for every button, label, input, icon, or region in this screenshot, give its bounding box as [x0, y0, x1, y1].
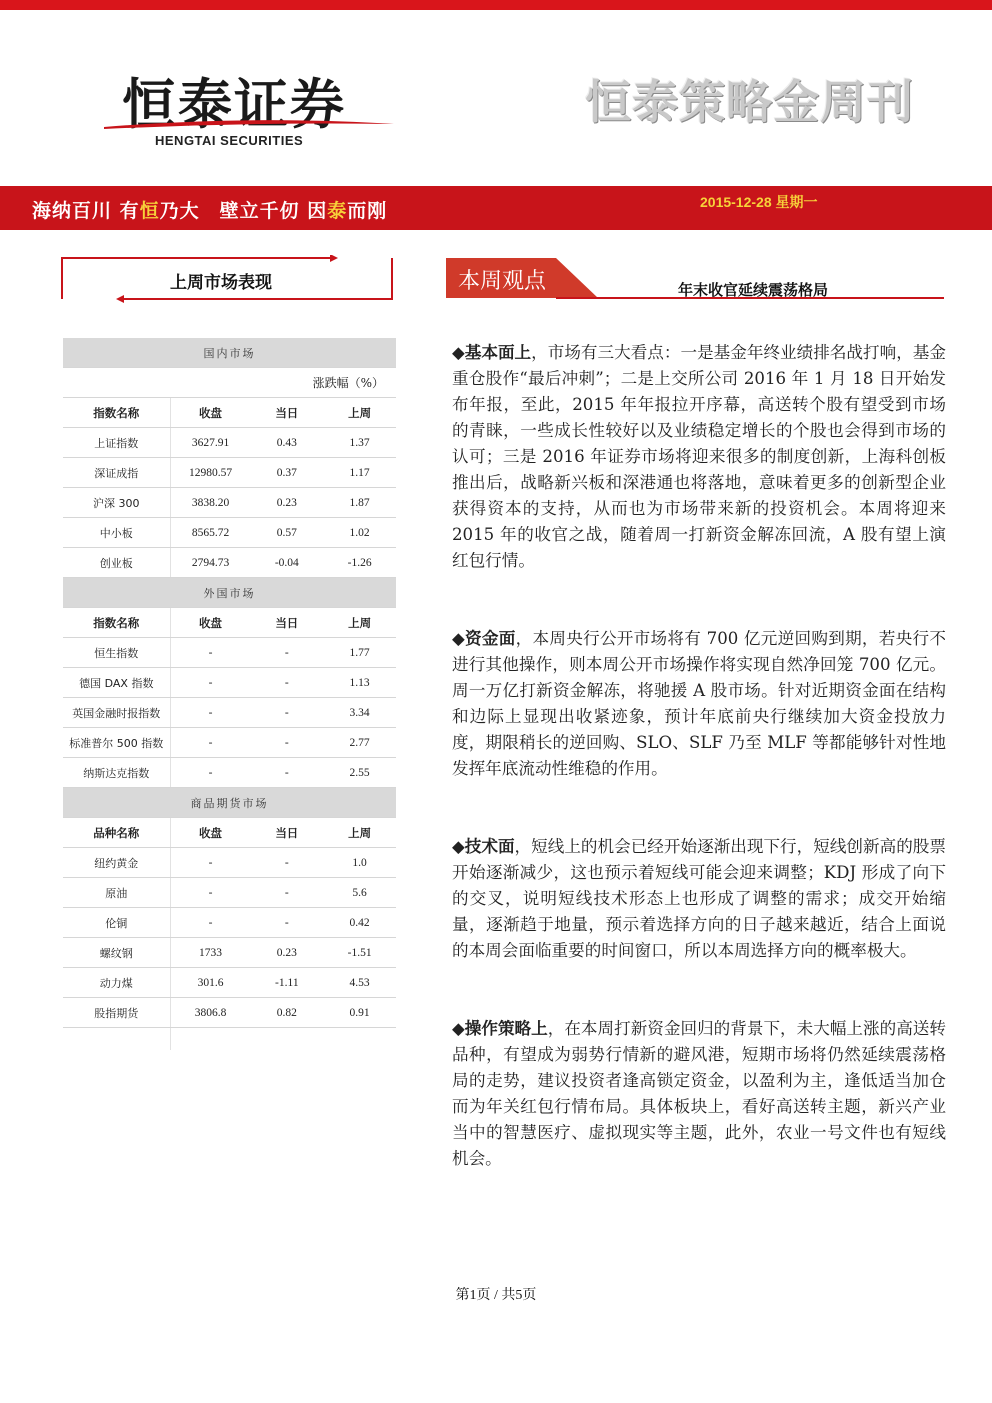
company-logo: 恒泰证券: [122, 73, 346, 136]
cell: -: [250, 728, 323, 758]
column-header: 指数名称: [63, 398, 170, 428]
table-row: [63, 938, 396, 968]
cell: -: [170, 668, 250, 698]
table-row: [63, 908, 396, 938]
cell: 0.37: [250, 458, 323, 488]
cell: 3806.8: [170, 998, 250, 1028]
slogan: [32, 196, 387, 223]
cell: 3.34: [323, 698, 396, 728]
cell: 2.77: [323, 728, 396, 758]
paragraph-lead: ◆操作策略上: [452, 1018, 548, 1038]
cell: 恒生指数: [63, 638, 170, 668]
cell: 股指期货: [63, 998, 170, 1028]
cell: -: [250, 908, 323, 938]
column-header: 收盘: [170, 608, 250, 638]
table-row: [63, 668, 396, 698]
cell: -: [170, 638, 250, 668]
paragraph-text: ，本周央行公开市场将有 700 亿元逆回购到期，若央行不进行其他操作，则本周公开市场操作将实现自然净回笼 700 亿元。周一万亿打新资金解冻，将驰援 A 股市场。针对近期资金面在结构和边际上显现出收紧迹象，预计年底前央行继续加大资金投放力度，期限稍长的逆回购、SLO、SLF 乃至 MLF 等都能够针对性地发挥年底流动性维稳的作用。: [452, 629, 946, 778]
cell: 0.42: [323, 908, 396, 938]
cell: -: [250, 698, 323, 728]
column-header: 当日: [250, 398, 323, 428]
cell: -1.51: [323, 938, 396, 968]
cell: 0.23: [250, 938, 323, 968]
cell: [170, 1028, 396, 1051]
cell: 深证成指: [63, 458, 170, 488]
cell: 1.17: [323, 458, 396, 488]
cell: 1.13: [323, 668, 396, 698]
cell: 原油: [63, 878, 170, 908]
cell: 上证指数: [63, 428, 170, 458]
paragraph-technical: [452, 833, 946, 964]
table-row: [63, 758, 396, 788]
table-row: [63, 638, 396, 668]
slogan-part: 乃大 壁立千仞 因: [159, 200, 328, 222]
cell: 0.23: [250, 488, 323, 518]
cell: 4.53: [323, 968, 396, 998]
cell: 1.87: [323, 488, 396, 518]
column-header: 上周: [323, 608, 396, 638]
paragraph-lead: ◆资金面: [452, 628, 516, 648]
cell: 1.37: [323, 428, 396, 458]
cell: 动力煤: [63, 968, 170, 998]
paragraph-lead: ◆基本面上: [452, 342, 532, 362]
table-end-row: [63, 1028, 396, 1051]
market-table: [63, 338, 396, 1050]
cell: -: [170, 728, 250, 758]
cell: 沪深 300: [63, 488, 170, 518]
section-label: 国内市场: [63, 338, 396, 368]
column-header: 收盘: [170, 398, 250, 428]
table-row: [63, 488, 396, 518]
column-header: 当日: [250, 608, 323, 638]
cell: 0.91: [323, 998, 396, 1028]
page-number: 第1页 / 共5页: [455, 1288, 537, 1303]
section-label: 外国市场: [63, 578, 396, 608]
cell: -1.11: [250, 968, 323, 998]
column-header: 品种名称: [63, 818, 170, 848]
cell: 德国 DAX 指数: [63, 668, 170, 698]
cell: 8565.72: [170, 518, 250, 548]
table-row: [63, 998, 396, 1028]
table-row: [63, 698, 396, 728]
cell: 中小板: [63, 518, 170, 548]
cell: -: [170, 848, 250, 878]
left-panel-title: 上周市场表现: [170, 273, 272, 293]
paragraph-fundamentals: [452, 339, 946, 574]
cell: -: [170, 878, 250, 908]
top-border: [0, 0, 992, 10]
table-row: [63, 878, 396, 908]
cell: -: [250, 668, 323, 698]
column-header: 指数名称: [63, 608, 170, 638]
section-tag: 本周观点: [458, 269, 547, 294]
paragraph-lead: ◆技术面: [452, 836, 515, 856]
cell: 1.0: [323, 848, 396, 878]
cell: 纳斯达克指数: [63, 758, 170, 788]
cell: 纽约黄金: [63, 848, 170, 878]
cell: -: [170, 758, 250, 788]
table-row: [63, 458, 396, 488]
header-row: [63, 608, 396, 638]
slogan-highlight: 泰: [327, 200, 348, 222]
paragraph-liquidity: [452, 625, 946, 782]
cell: 螺纹钢: [63, 938, 170, 968]
slogan-part: 而刚: [347, 200, 388, 222]
paragraph-text: ，市场有三大看点：一是基金年终业绩排名战打响，基金重仓股作“最后冲刺”；二是上交所公司 2016 年 1 月 18 日开始发布年报，至此，2015 年年报拉开序幕，高送转个股有望受到市场的青睐，一些成长性较好以及业绩稳定增长的个股也会得到市场的认可；三是 2016 年证券市场将迎来很多的制度创新，上海科创板推出后，战略新兴板和深港通也将落地，意味着更多的创新型企业获得资本的支持，从而也为市场带来新的投资机会。本周将迎来 2015 年的收官之战，随着周一打新资金解冻回流，A 股有望上演红包行情。: [452, 343, 946, 570]
cell: -: [250, 878, 323, 908]
paragraph-text: ，短线上的机会已经开始逐渐出现下行，短线创新高的股票开始逐渐减少，这也预示着短线可能会迎来调整；KDJ 形成了向下的交叉，说明短线技术形态上也形成了调整的需求；成交开始缩量，逐渐趋于地量，预示着选择方向的日子越来越近，结合上面说的本周会面临重要的时间窗口，所以本周选择方向的概率极大。: [452, 837, 946, 960]
cell: 0.43: [250, 428, 323, 458]
cell: 3838.20: [170, 488, 250, 518]
cell: -: [170, 908, 250, 938]
cell: 1.77: [323, 638, 396, 668]
unit-row: [63, 368, 396, 398]
table-row: [63, 548, 396, 578]
company-english-name: HENGTAI SECURITIES: [155, 133, 304, 148]
unit-label: 涨跌幅（%）: [63, 368, 396, 398]
cell: 2.55: [323, 758, 396, 788]
cell: -: [250, 758, 323, 788]
article-title: 年末收官延续震荡格局: [678, 281, 829, 299]
cell: -: [250, 848, 323, 878]
section-label: 商品期货市场: [63, 788, 396, 818]
header-row: [63, 818, 396, 848]
cell: 创业板: [63, 548, 170, 578]
publication-title: 恒泰策略金周刊: [585, 75, 914, 129]
table-row: [63, 848, 396, 878]
cell: -: [250, 638, 323, 668]
table-row: [63, 728, 396, 758]
paragraph-strategy: [452, 1015, 946, 1172]
header-row: [63, 398, 396, 428]
cell: 1733: [170, 938, 250, 968]
cell: 301.6: [170, 968, 250, 998]
cell: 0.57: [250, 518, 323, 548]
cell: 2794.73: [170, 548, 250, 578]
cell: -1.26: [323, 548, 396, 578]
cell: [63, 1028, 170, 1051]
section-row: [63, 578, 396, 608]
cell: 伦铜: [63, 908, 170, 938]
column-header: 上周: [323, 818, 396, 848]
table-row: [63, 968, 396, 998]
cell: 0.82: [250, 998, 323, 1028]
cell: 英国金融时报指数: [63, 698, 170, 728]
paragraph-text: ，在本周打新资金回归的背景下，未大幅上涨的高送转品种，有望成为弱势行情新的避风港，短期市场将仍然延续震荡格局的走势，建议投资者逢高锁定资金，以盈利为主，逢低适当加仓而为年关红包行情布局。具体板块上，看好高送转主题，新兴产业当中的智慧医疗、虚拟现实等主题，此外，农业一号文件也有短线机会。: [452, 1019, 946, 1168]
cell: 5.6: [323, 878, 396, 908]
cell: 12980.57: [170, 458, 250, 488]
cell: 3627.91: [170, 428, 250, 458]
slogan-highlight: 恒: [139, 200, 160, 222]
column-header: 上周: [323, 398, 396, 428]
table-row: [63, 428, 396, 458]
cell: -0.04: [250, 548, 323, 578]
cell: 1.02: [323, 518, 396, 548]
cell: -: [170, 698, 250, 728]
section-row: [63, 788, 396, 818]
column-header: 收盘: [170, 818, 250, 848]
column-header: 当日: [250, 818, 323, 848]
issue-date: 2015-12-28 星期一: [700, 194, 818, 210]
slogan-part: 海纳百川 有: [32, 200, 140, 222]
table-row: [63, 518, 396, 548]
cell: 标准普尔 500 指数: [63, 728, 170, 758]
section-row: [63, 338, 396, 368]
logo-swoosh-icon: [104, 118, 394, 130]
